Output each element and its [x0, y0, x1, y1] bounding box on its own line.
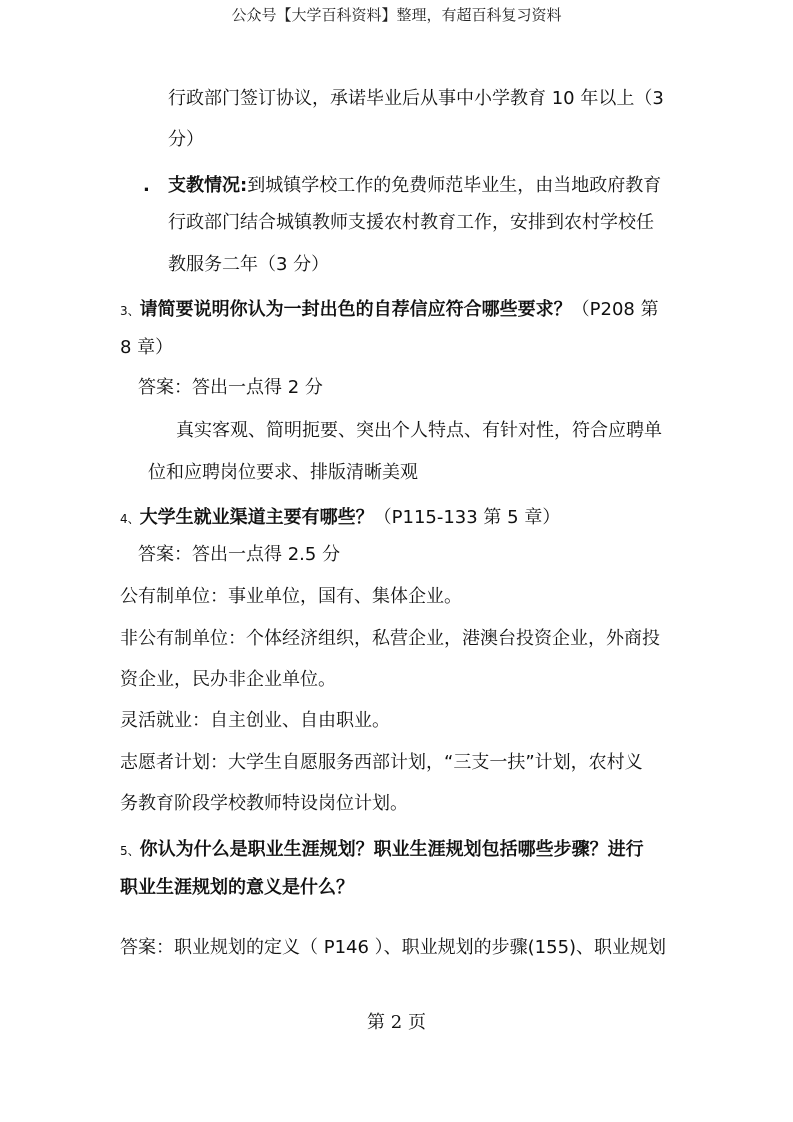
text-line: 8 章） [120, 337, 174, 358]
text-line: 分） [168, 129, 204, 150]
answer-label: 答案：答出一点得 2.5 分 [138, 544, 341, 565]
text-line: 灵活就业：自主创业、自由职业。 [120, 710, 390, 731]
question-number: 5、 [120, 844, 140, 858]
question-text: 你认为什么是职业生涯规划？职业生涯规划包括哪些步骤？进行 [139, 839, 644, 860]
question-ref: （P115-133 第 5 章） [373, 507, 561, 528]
text-line: 志愿者计划：大学生自愿服务西部计划，“三支一扶”计划，农村义 [120, 752, 643, 773]
question-number: 4、 [120, 512, 140, 526]
text-line: 行政部门结合城镇教师支援农村教育工作，安排到农村学校任 [168, 212, 654, 233]
answer-label: 答案：职业规划的定义（ P146 ）、职业规划的步骤(155)、职业规划 [120, 937, 667, 958]
text-line: 非公有制单位：个体经济组织，私营企业，港澳台投资企业，外商投 [120, 628, 660, 649]
question-number: 3、 [120, 304, 140, 318]
text-line: 教服务二年（3 分） [168, 254, 330, 275]
question-5 [120, 838, 644, 863]
text-line: 公有制单位：事业单位，国有、集体企业。 [120, 586, 462, 607]
question-text: 大学生就业渠道主要有哪些？ [139, 507, 374, 528]
answer-label: 答案：答出一点得 2 分 [138, 377, 323, 398]
text-line: 行政部门签订协议，承诺毕业后从事中小学教育 10 年以上（3 [168, 88, 664, 109]
bullet-label: 支教情况: [168, 175, 248, 196]
text-line: 真实客观、简明扼要、突出个人特点、有针对性，符合应聘单 [176, 420, 662, 441]
text-line: 职业生涯规划的意义是什么？ [120, 877, 354, 898]
text-line: 位和应聘岗位要求、排版清晰美观 [148, 462, 418, 483]
text-line: 务教育阶段学校教师特设岗位计划。 [120, 793, 408, 814]
bullet-text: 到城镇学校工作的免费师范毕业生，由当地政府教育 [247, 175, 662, 196]
bullet-marker: . [143, 175, 150, 196]
text-line: 资企业，民办非企业单位。 [120, 669, 336, 690]
question-4 [120, 506, 560, 531]
question-ref: （P208 第 [571, 299, 659, 320]
question-3 [120, 298, 659, 323]
bullet-line [168, 174, 661, 198]
question-text: 请简要说明你认为一封出色的自荐信应符合哪些要求？ [139, 299, 572, 320]
page-number: 第 2 页 [367, 1012, 426, 1033]
page-header: 公众号【大学百科资料】整理，有超百科复习资料 [231, 6, 562, 24]
